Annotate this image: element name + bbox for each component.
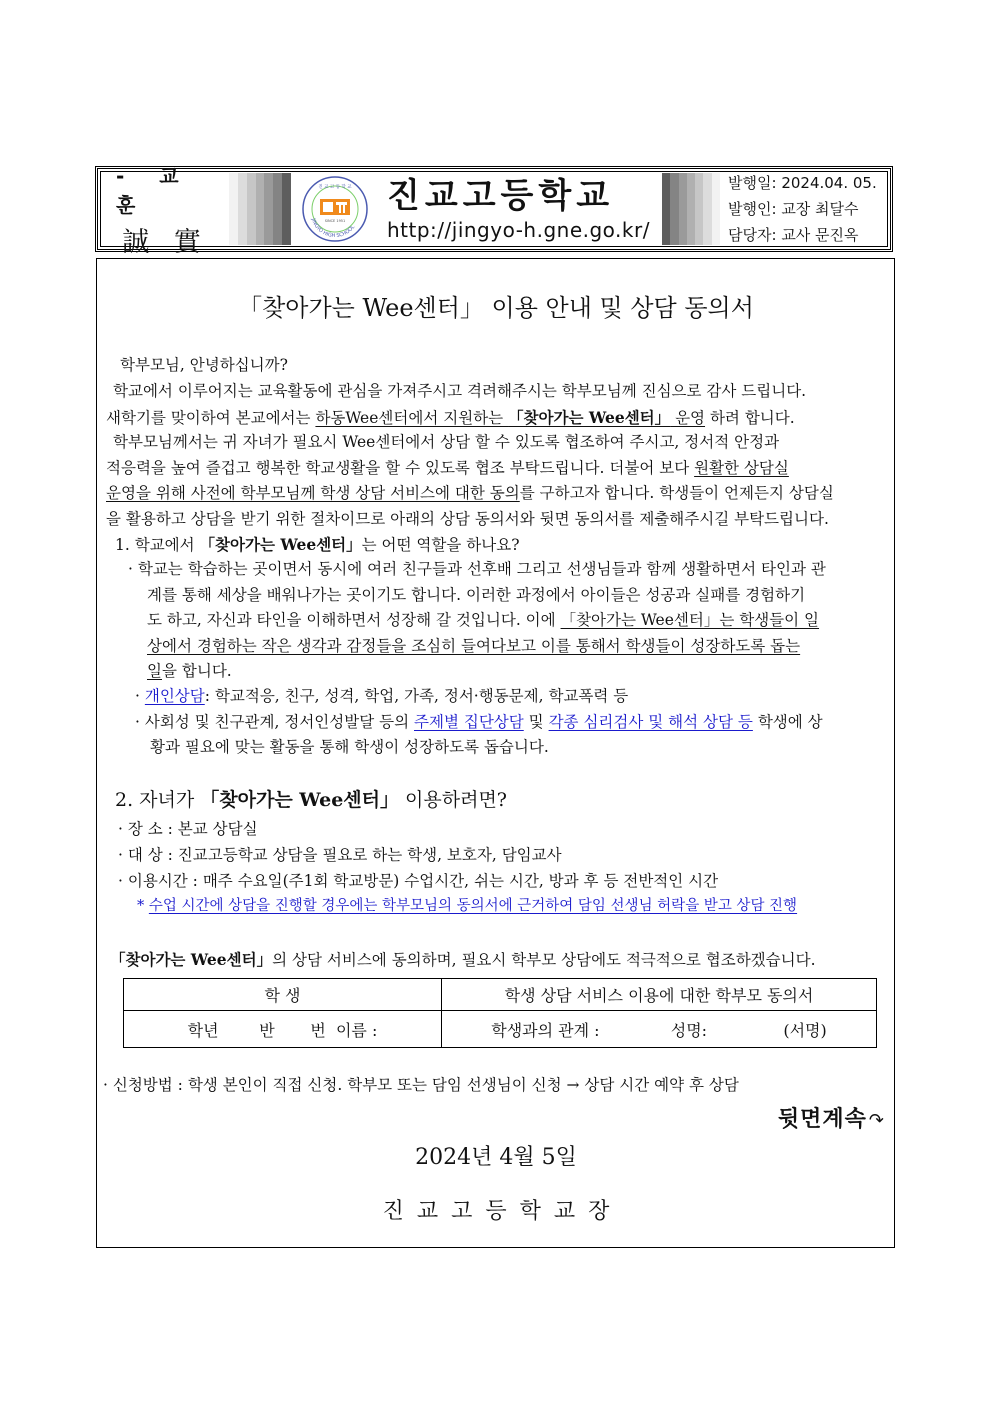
greeting: 학부모님, 안녕하십니까? [120, 356, 288, 374]
para2-line4: 을 활용하고 상담을 받기 위한 절차이므로 아래의 상담 동의서와 뒷면 동의서를 제출해주시길 부탁드립니다. [106, 510, 829, 528]
section2-heading: 2. 자녀가 「찾아가는 Wee센터」 이용하려면? [115, 789, 507, 811]
apply-method: · 신청방법 : 학생 본인이 직접 신청. 학부모 또는 담임 선생님이 신청 → 상담 시간 예약 후 상담 [103, 1076, 739, 1094]
svg-text:SINCE 1951: SINCE 1951 [324, 219, 346, 223]
student-info-field[interactable]: 학년 반 번 이름 : [124, 1011, 442, 1048]
section1-heading: 1. 학교에서 「찾아가는 Wee센터」는 어떤 역할을 하나요? [115, 535, 520, 554]
para2-line3: 운영을 위해 사전에 학부모님께 학생 상담 서비스에 대한 동의를 구하고자 합니다. 학생들이 언제든지 상담실 [106, 484, 834, 502]
para1-line2: 새학기를 맞이하여 본교에서는 하동Wee센터에서 지원하는 「찾아가는 Wee센터」 운영 하려 합니다. [106, 408, 795, 427]
curved-arrow-icon: ↷ [868, 1110, 884, 1131]
individual-counseling-link[interactable]: 개인상담 [144, 687, 205, 705]
principal-signature: 진교고등학교장 [382, 1199, 623, 1224]
section2-note: * 수업 시간에 상담을 진행할 경우에는 학부모님의 동의서에 근거하여 담임 선생님 허락을 받고 상담 진행 [137, 898, 798, 914]
consent-table [123, 978, 877, 1048]
consent-statement: 「찾아가는 Wee센터」의 상담 서비스에 동의하며, 필요시 학부모 상담에도 적극적으로 협조하겠습니다. [110, 950, 816, 969]
para2-line1: 학부모님께서는 귀 자녀가 필요시 Wee센터에서 상담 할 수 있도록 협조하여 주시고, 정서적 안정과 [113, 433, 780, 451]
psych-test-link[interactable]: 각종 심리검사 및 해석 상담 등 [548, 713, 753, 731]
issue-info [720, 173, 886, 245]
person-in-charge: 담당자: 교사 문진옥 [728, 226, 859, 244]
gradient-band-right [662, 173, 720, 245]
section2-location: · 장 소 : 본교 상담실 [118, 820, 258, 838]
section2-target: · 대 상 : 진교고등학교 상담을 필요로 하는 학생, 보호자, 담임교사 [118, 846, 562, 864]
document-title: 「찾아가는 Wee센터」 이용 안내 및 상담 동의서 [238, 294, 754, 322]
issue-date: 발행일: 2024.04. 05. [728, 174, 877, 192]
section1-bullet1-line5: 일을 합니다. [147, 662, 232, 680]
publisher: 발행인: 교장 최달수 [728, 200, 859, 218]
motto-label: - 교 훈 [116, 163, 193, 217]
parent-consent-header: 학생 상담 서비스 이용에 대한 학부모 동의서 [442, 979, 877, 1011]
para2-line2: 적응력을 높여 즐겁고 행복한 학교생활을 할 수 있도록 협조 부탁드립니다. 더불어 보다 원활한 상담실 [106, 459, 789, 477]
section1-bullet1-line3: 도 하고, 자신과 타인을 이해하면서 성장해 갈 것입니다. 이에 「찾아가는 Wee센터」는 학생들이 일 [147, 611, 820, 629]
letterhead [95, 163, 893, 258]
school-name: 진교고등학교 [387, 176, 615, 216]
para1-line1: 학교에서 이루어지는 교육활동에 관심을 가져주시고 격려해주시는 학부모님께 진심으로 감사 드립니다. [113, 382, 807, 400]
continued-on-back: 뒷면계속 ↷ [777, 1107, 884, 1132]
student-header: 학 생 [124, 979, 442, 1011]
motto-value: 誠 實 [122, 226, 209, 258]
school-url[interactable]: http://jingyo-h.gne.go.kr/ [387, 218, 650, 242]
gradient-band-left [229, 173, 291, 245]
issue-date-footer: 2024년 4월 5일 [415, 1145, 577, 1170]
section1-bullet2: · 개인상담: 학교적응, 친구, 성격, 학업, 가족, 정서·행동문제, 학교폭력 등 [135, 687, 629, 705]
section1-bullet1-line2: 계를 통해 세상을 배워나가는 곳이기도 합니다. 이러한 과정에서 아이들은 성공과 실패를 경험하기 [147, 586, 806, 604]
school-emblem-icon [301, 175, 369, 243]
parent-signature-field[interactable]: 학생과의 관계 : 성명: (서명) [442, 1011, 877, 1048]
group-counseling-link[interactable]: 주제별 집단상담 [414, 713, 524, 731]
school-motto [102, 163, 229, 258]
section2-hours: · 이용시간 : 매주 수요일(주1회 학교방문) 수업시간, 쉬는 시간, 방과 후 등 전반적인 시간 [118, 872, 719, 890]
section1-bullet1-line1: · 학교는 학습하는 곳이면서 동시에 여러 친구들과 선후배 그리고 선생님들과 함께 생활하면서 타인과 관 [128, 560, 826, 578]
svg-text:진 교 고 등 학 교: 진 교 고 등 학 교 [318, 185, 352, 190]
svg-text:JINGYO HIGH SCHOOL: JINGYO HIGH SCHOOL [309, 217, 357, 240]
school-banner [291, 173, 662, 245]
section1-bullet1-line4: 상에서 경험하는 작은 생각과 감정들을 조심히 들여다보고 이를 통해서 학생들이 성장하도록 돕는 [147, 637, 801, 655]
section1-bullet3-line1: · 사회성 및 친구관계, 정서인성발달 등의 주제별 집단상담 및 각종 심리검사 및 해석 상담 등 학생에 상 [135, 713, 823, 731]
section1-bullet3-line2: 황과 필요에 맞는 활동을 통해 학생이 성장하도록 돕습니다. [150, 738, 549, 756]
